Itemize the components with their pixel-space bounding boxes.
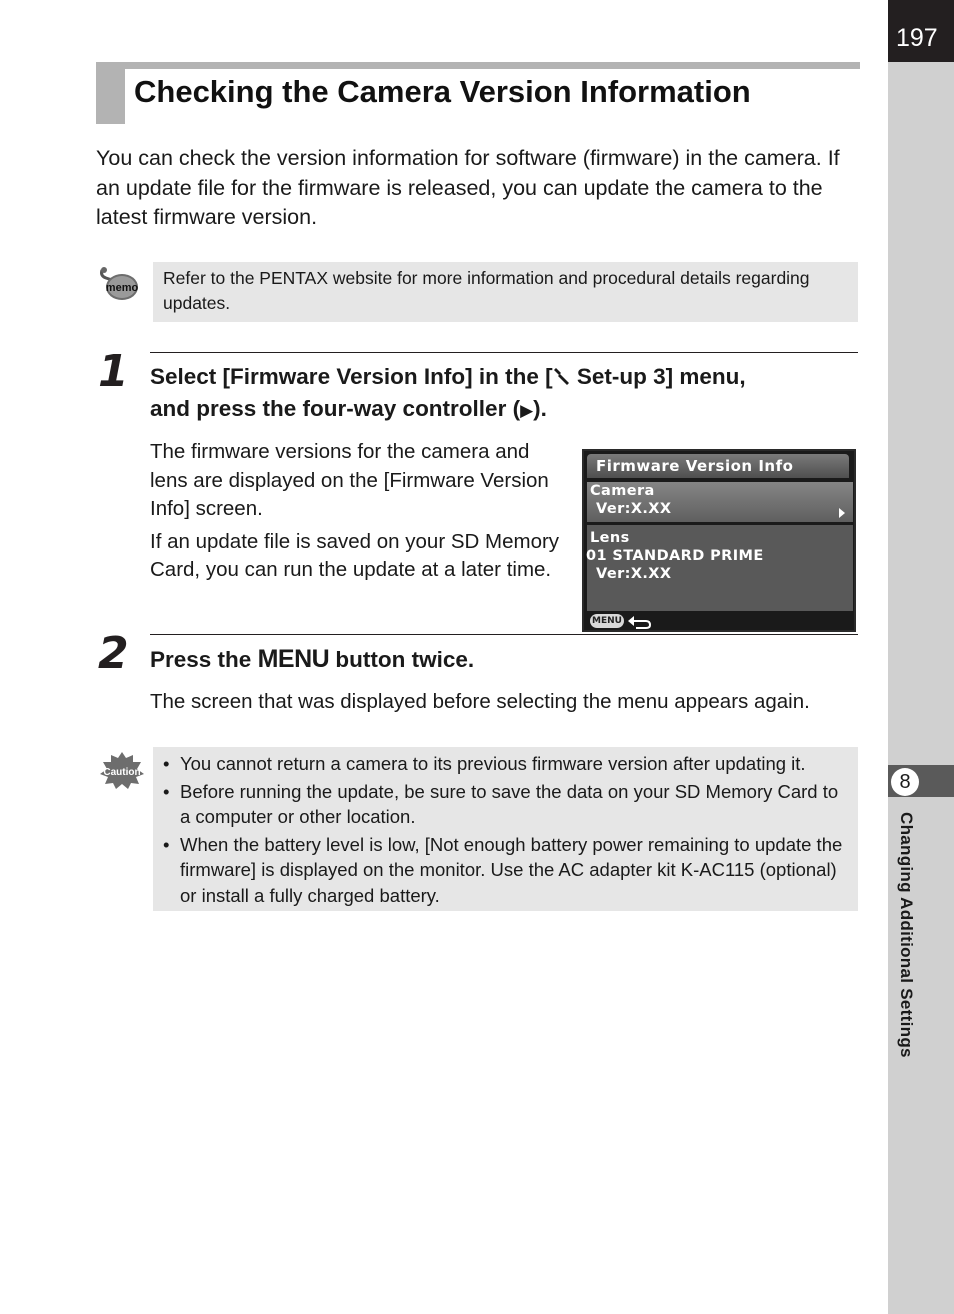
step2-heading-text-a: Press the — [150, 647, 258, 672]
title-rule — [96, 62, 860, 69]
back-arrow-icon — [626, 612, 652, 630]
step1-paragraph-1: The firmware versions for the camera and lens are displayed on the [Firmware Version Info] screen. — [150, 440, 549, 520]
caution-icon-label: Caution — [103, 767, 141, 778]
step1-heading — [150, 361, 870, 427]
caution-item: • You cannot return a camera to its previous firmware version after updating it. — [163, 751, 848, 777]
lcd-menu-button: MENU — [590, 614, 624, 628]
section-title: Checking the Camera Version Information — [134, 74, 751, 109]
step1-number: 1 — [98, 346, 129, 397]
step1-heading-text-b: Set-up 3] menu, — [570, 364, 746, 389]
lcd-camera-version: Ver:X.XX — [596, 501, 672, 517]
step1-heading-text-d: ). — [533, 396, 547, 421]
step1-body — [150, 438, 562, 585]
step2-heading — [150, 643, 870, 676]
title-marker — [96, 62, 125, 124]
step2-rule — [150, 634, 858, 635]
side-tab — [888, 0, 954, 1314]
step1-heading-text-a: Select [Firmware Version Info] in the [ — [150, 364, 553, 389]
caution-item: • When the battery level is low, [Not enough battery power remaining to update the firmware] is displayed on the monitor. Use the AC adapter kit K-AC115 (optional) or install a fully charged battery. — [163, 832, 848, 909]
step1-paragraph-2: If an update file is saved on your SD Memory Card, you can run the update at a later time. — [150, 529, 560, 581]
lcd-title: Firmware Version Info — [587, 454, 849, 478]
lcd-camera-label: Camera — [590, 483, 655, 499]
lcd-lens-version: Ver:X.XX — [596, 566, 672, 582]
page-number: 197 — [888, 0, 954, 62]
caution-icon — [98, 750, 146, 790]
step2-heading-text-b: button twice. — [329, 647, 475, 672]
lcd-right-arrow-icon — [839, 508, 845, 518]
caution-item: • Before running the update, be sure to save the data on your SD Memory Card to a computer or other location. — [163, 779, 848, 830]
chapter-number: 8 — [891, 768, 919, 796]
lcd-lens-label: Lens — [590, 530, 630, 546]
right-arrow-icon: ▶ — [520, 401, 534, 420]
intro-paragraph: You can check the version information for software (firmware) in the camera. If an update file for the firmware is released, you can update the camera to the latest firmware version. — [96, 146, 840, 229]
menu-button-label: MENU — [257, 645, 330, 673]
caution-box — [153, 747, 858, 911]
memo-box: Refer to the PENTAX website for more information and procedural details regarding updates. — [153, 262, 858, 322]
camera-screen — [582, 449, 856, 632]
memo-icon-label: memo — [105, 282, 139, 294]
step2-number: 2 — [98, 628, 129, 679]
chapter-title: Changing Additional Settings — [897, 812, 916, 1058]
lcd-lens-name: 01 STANDARD PRIME — [586, 548, 764, 564]
step1-heading-text-c: and press the four-way controller ( — [150, 396, 521, 421]
step1-rule — [150, 352, 858, 353]
step2-body: The screen that was displayed before selecting the menu appears again. — [150, 690, 810, 713]
wrench-icon — [553, 366, 571, 386]
memo-icon — [98, 266, 140, 304]
